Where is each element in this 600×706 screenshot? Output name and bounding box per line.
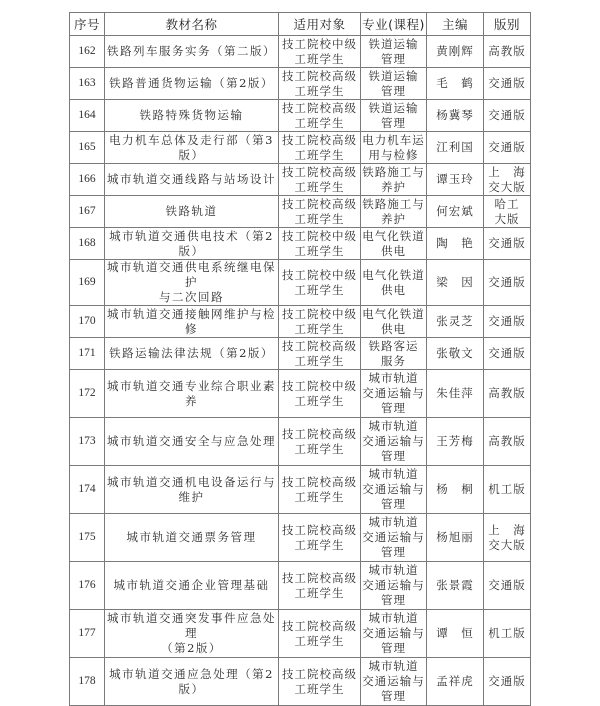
cell-title [105,260,279,306]
cell-audience [279,68,361,100]
table-row [70,228,531,260]
cell-title [105,228,279,260]
cell-index: 163 [70,68,105,100]
cell-audience-line: 工班学生 [294,393,345,408]
cell-editor: 王芳梅 [427,418,484,466]
cell-audience-line: 技工院校中级 [282,267,357,282]
cell-audience-line: 技工院校高级 [282,666,357,681]
cell-major [361,228,427,260]
cell-audience [279,370,361,418]
cell-major [361,562,427,610]
cell-major-line: 交通运输与 [362,434,425,448]
cell-major-line: 铁道运输 [368,36,419,51]
cell-editor: 朱佳萍 [427,370,484,418]
cell-editor: 黄刚辉 [427,36,484,68]
cell-edition-line: 交通版 [488,275,526,289]
table-row [70,68,531,100]
cell-edition-line: 上 海 [488,164,526,179]
cell-audience-line: 工班学生 [294,537,345,552]
table-row [70,196,531,228]
cell-major [361,260,427,306]
cell-major [361,338,427,370]
cell-major [361,164,427,196]
cell-edition-line: 交通版 [488,76,526,90]
cell-title [105,370,279,418]
cell-title [105,68,279,100]
cell-editor: 毛 鹤 [427,68,484,100]
cell-major-line: 铁路施工与 [362,196,425,211]
cell-audience [279,164,361,196]
header-index: 序号 [70,13,105,36]
cell-audience-line: 技工院校高级 [282,132,357,147]
cell-edition-line: 交通版 [488,236,526,250]
table-body [70,36,531,706]
cell-title-line: 城市轨道交通专业综合职业素养 [107,378,276,408]
cell-edition-line: 交通版 [488,140,526,154]
cell-major-line: 管理 [381,83,406,98]
cell-title-line: 城市轨道交通供电系统继电保护 [107,260,276,289]
cell-major-line: 城市轨道 [368,515,419,529]
table-row [70,370,531,418]
cell-index: 174 [70,466,105,514]
cell-major-line: 管理 [381,51,406,66]
cell-edition [484,514,531,562]
cell-title-line: 城市轨道交通安全与应急处理 [107,434,276,448]
cell-title-line: 城市轨道交通企业管理基础 [113,578,270,592]
cell-major-line: 养护 [381,211,406,226]
cell-title [105,562,279,610]
cell-edition-line: 机工版 [488,626,526,640]
header-audience: 适用对象 [279,13,361,36]
cell-audience-line: 工班学生 [294,321,345,336]
table-row [70,562,531,610]
cell-audience-line: 工班学生 [294,147,345,162]
cell-editor: 江利国 [427,132,484,164]
cell-index: 162 [70,36,105,68]
textbook-table [69,12,531,706]
cell-editor: 陶 艳 [427,228,484,260]
cell-audience [279,132,361,164]
cell-index: 168 [70,228,105,260]
cell-edition-line: 交大版 [488,179,526,194]
cell-edition [484,418,531,466]
table-row [70,164,531,196]
cell-audience-line: 工班学生 [294,633,345,648]
cell-edition [484,196,531,228]
cell-title-line: 铁路普通货物运输（第2版） [109,76,274,90]
cell-audience-line: 工班学生 [294,243,345,258]
table-row [70,466,531,514]
cell-major-line: 交通运输与 [362,626,425,640]
cell-major-line: 交通运输与 [362,578,425,592]
cell-editor: 张敬文 [427,338,484,370]
cell-edition [484,164,531,196]
cell-major-line: 管理 [381,497,406,511]
cell-edition [484,338,531,370]
cell-index: 171 [70,338,105,370]
cell-edition-line: 交通版 [488,108,526,122]
cell-editor: 张景霞 [427,562,484,610]
cell-audience-line: 技工院校中级 [282,36,357,51]
cell-audience-line: 技工院校高级 [282,474,357,489]
cell-title-line: 城市轨道交通应急处理（第2版） [109,666,274,696]
cell-major [361,418,427,466]
cell-index: 167 [70,196,105,228]
cell-audience-line: 技工院校高级 [282,68,357,83]
cell-editor: 杨 桐 [427,466,484,514]
cell-audience-line: 技工院校中级 [282,378,357,393]
cell-title-line: 维护 [178,489,205,504]
cell-major-line: 铁道运输 [368,68,419,83]
cell-title [105,36,279,68]
cell-audience [279,514,361,562]
cell-title [105,658,279,706]
cell-audience [279,36,361,68]
cell-audience [279,658,361,706]
cell-major-line: 铁路客运 [368,338,419,353]
cell-title [105,306,279,338]
cell-editor: 谭 恒 [427,610,484,658]
cell-audience [279,228,361,260]
cell-major [361,196,427,228]
cell-major-line: 电气化铁道 [362,267,425,282]
table-row [70,306,531,338]
cell-index: 170 [70,306,105,338]
cell-major-line: 服务 [381,353,406,368]
cell-major-line: 城市轨道 [368,659,419,673]
cell-major-line: 供电 [381,243,406,258]
cell-audience-line: 工班学生 [294,489,345,504]
table-row [70,132,531,164]
table-row [70,36,531,68]
cell-title-line: 城市轨道交通接触网维护与检修 [107,306,276,336]
cell-major [361,610,427,658]
cell-audience-line: 工班学生 [294,115,345,130]
cell-editor: 杨冀琴 [427,100,484,132]
cell-title-line: 电力机车总体及走行部（第3版） [109,132,274,162]
cell-audience-line: 工班学生 [294,179,345,194]
cell-audience-line: 技工院校高级 [282,100,357,115]
cell-title [105,610,279,658]
cell-audience-line: 工班学生 [294,585,345,600]
cell-title-line: （第2版） [161,641,222,655]
cell-editor: 张灵芝 [427,306,484,338]
cell-audience [279,260,361,306]
header-editor: 主编 [427,13,484,36]
cell-title-line: 城市轨道交通供电技术（第2版） [109,228,274,258]
cell-major-line: 城市轨道 [368,467,419,481]
cell-audience-line: 技工院校高级 [282,338,357,353]
cell-edition-line: 交通版 [488,674,526,688]
cell-editor: 梁 因 [427,260,484,306]
cell-major-line: 管理 [381,449,406,463]
cell-major-line: 管理 [381,401,406,415]
cell-title-line: 铁路轨道 [165,204,218,218]
cell-edition-line: 高教版 [488,386,526,400]
header-edition: 版别 [484,13,531,36]
header-title: 教材名称 [105,13,279,36]
cell-edition-line: 高教版 [488,44,526,58]
header-major: 专业(课程) [361,13,427,36]
cell-index: 176 [70,562,105,610]
cell-major [361,36,427,68]
cell-major-line: 管理 [381,593,406,607]
cell-major [361,100,427,132]
cell-major [361,306,427,338]
cell-edition [484,658,531,706]
cell-major-line: 城市轨道 [368,419,419,433]
cell-edition [484,68,531,100]
cell-major [361,466,427,514]
cell-major-line: 用与检修 [368,147,419,162]
cell-major [361,68,427,100]
cell-audience-line: 工班学生 [294,441,345,456]
cell-major [361,658,427,706]
cell-major-line: 电气化铁道 [362,228,425,243]
cell-title-line: 与二次回路 [159,290,224,304]
cell-index: 175 [70,514,105,562]
cell-index: 165 [70,132,105,164]
cell-major-line: 城市轨道 [368,371,419,385]
cell-title [105,418,279,466]
cell-edition-line: 机工版 [488,482,526,496]
cell-audience [279,562,361,610]
cell-editor: 孟祥虎 [427,658,484,706]
cell-major [361,132,427,164]
cell-major-line: 铁路施工与 [362,164,425,179]
cell-title-line: 铁路运输法律法规（第2版） [109,346,274,360]
cell-audience [279,338,361,370]
cell-title-line: 铁路列车服务实务（第二版） [107,44,276,58]
cell-major-line: 管理 [381,641,406,655]
cell-edition [484,260,531,306]
cell-index: 169 [70,260,105,306]
cell-title-line: 城市轨道交通突发事件应急处理 [107,611,276,640]
cell-audience [279,100,361,132]
cell-edition [484,228,531,260]
cell-audience-line: 技工院校中级 [282,228,357,243]
table-row [70,418,531,466]
cell-major-line: 电力机车运 [362,132,425,147]
cell-major-line: 管理 [381,115,406,130]
cell-audience [279,196,361,228]
cell-audience-line: 技工院校高级 [282,196,357,211]
table-header-row [70,13,531,36]
cell-audience-line: 工班学生 [294,51,345,66]
cell-audience-line: 技工院校中级 [282,306,357,321]
cell-editor: 杨旭丽 [427,514,484,562]
cell-title [105,100,279,132]
cell-edition [484,466,531,514]
cell-editor: 何宏斌 [427,196,484,228]
cell-title-line: 城市轨道交通票务管理 [126,530,257,544]
cell-major-line: 管理 [381,545,406,559]
table-row [70,100,531,132]
cell-major [361,370,427,418]
cell-audience-line: 技工院校高级 [282,164,357,179]
cell-edition-line: 上 海 [488,522,526,537]
cell-title-line: 铁路特殊货物运输 [139,108,244,122]
cell-major-line: 管理 [381,689,406,703]
cell-index: 173 [70,418,105,466]
cell-title [105,132,279,164]
cell-title [105,164,279,196]
cell-index: 164 [70,100,105,132]
table-row [70,260,531,306]
cell-major-line: 交通运输与 [362,674,425,688]
cell-index: 177 [70,610,105,658]
cell-audience-line: 技工院校高级 [282,426,357,441]
cell-edition-line: 大版 [494,211,520,226]
cell-edition-line: 交大版 [488,537,526,552]
cell-major-line: 交通运输与 [362,530,425,544]
cell-audience [279,418,361,466]
cell-edition-line: 高教版 [488,434,526,448]
cell-title-line: 城市轨道交通机电设备运行与 [107,474,276,489]
cell-audience-line: 工班学生 [294,282,345,297]
table-row [70,338,531,370]
cell-index: 178 [70,658,105,706]
cell-audience [279,466,361,514]
cell-title-line: 城市轨道交通线路与站场设计 [107,172,276,186]
table-row [70,658,531,706]
cell-audience-line: 工班学生 [294,211,345,226]
cell-audience-line: 工班学生 [294,681,345,696]
cell-index: 166 [70,164,105,196]
cell-audience-line: 技工院校高级 [282,618,357,633]
cell-major-line: 交通运输与 [362,482,425,496]
cell-edition [484,100,531,132]
cell-edition [484,306,531,338]
cell-audience [279,306,361,338]
table-row [70,610,531,658]
cell-index: 172 [70,370,105,418]
cell-major [361,514,427,562]
cell-editor: 谭玉玲 [427,164,484,196]
cell-major-line: 养护 [381,179,406,194]
cell-major-line: 电气化铁道 [362,306,425,321]
cell-edition [484,562,531,610]
cell-audience-line: 工班学生 [294,83,345,98]
cell-major-line: 铁道运输 [368,100,419,115]
cell-edition-line: 哈工 [494,196,520,211]
cell-edition-line: 交通版 [488,314,526,328]
cell-major-line: 供电 [381,282,406,297]
cell-major-line: 供电 [381,321,406,336]
cell-title [105,466,279,514]
cell-audience-line: 技工院校高级 [282,570,357,585]
cell-major-line: 城市轨道 [368,611,419,625]
cell-edition-line: 交通版 [488,578,526,592]
cell-title [105,338,279,370]
cell-edition [484,36,531,68]
cell-audience-line: 工班学生 [294,353,345,368]
cell-edition [484,370,531,418]
cell-title [105,514,279,562]
cell-major-line: 城市轨道 [368,563,419,577]
table-row [70,514,531,562]
cell-audience-line: 技工院校高级 [282,522,357,537]
cell-edition [484,610,531,658]
cell-title [105,196,279,228]
cell-audience [279,610,361,658]
cell-major-line: 交通运输与 [362,386,425,400]
cell-edition [484,132,531,164]
cell-edition-line: 交通版 [488,346,526,360]
